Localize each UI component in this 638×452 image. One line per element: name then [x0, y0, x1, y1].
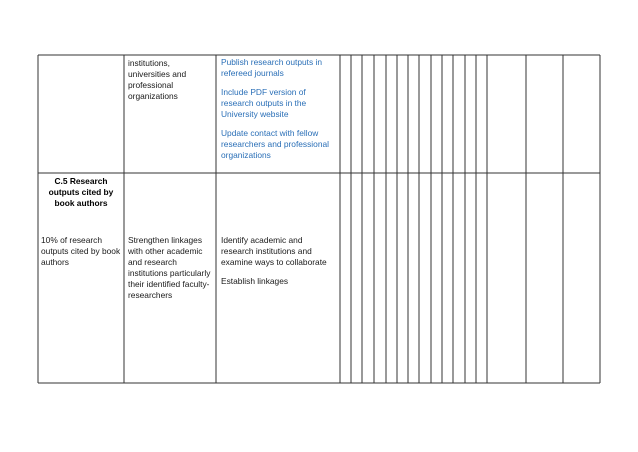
- activity-update-contact: Update contact with fellow researchers and professional organizations: [221, 128, 330, 160]
- row1-partners-text: institutions, universities and professional organizations: [128, 58, 187, 101]
- activity-publish: Publish research outputs in refereed journals: [221, 57, 323, 78]
- target-text: 10% of research outputs cited by book authors: [41, 235, 121, 267]
- activity-include-pdf: Include PDF version of research outputs in the University website: [221, 87, 307, 119]
- activity-establish: Establish linkages: [221, 276, 289, 286]
- strategy-text: Strengthen linkages with other academic and research institutions particularly their identified faculty-researchers: [128, 235, 211, 300]
- activity-identify: Identify academic and research institutions and examine ways to collaborate: [221, 235, 327, 267]
- row1-activities: [221, 57, 339, 161]
- row2-activities: [221, 235, 333, 287]
- indicator-heading: C.5 Research outputs cited by book authors: [48, 176, 114, 208]
